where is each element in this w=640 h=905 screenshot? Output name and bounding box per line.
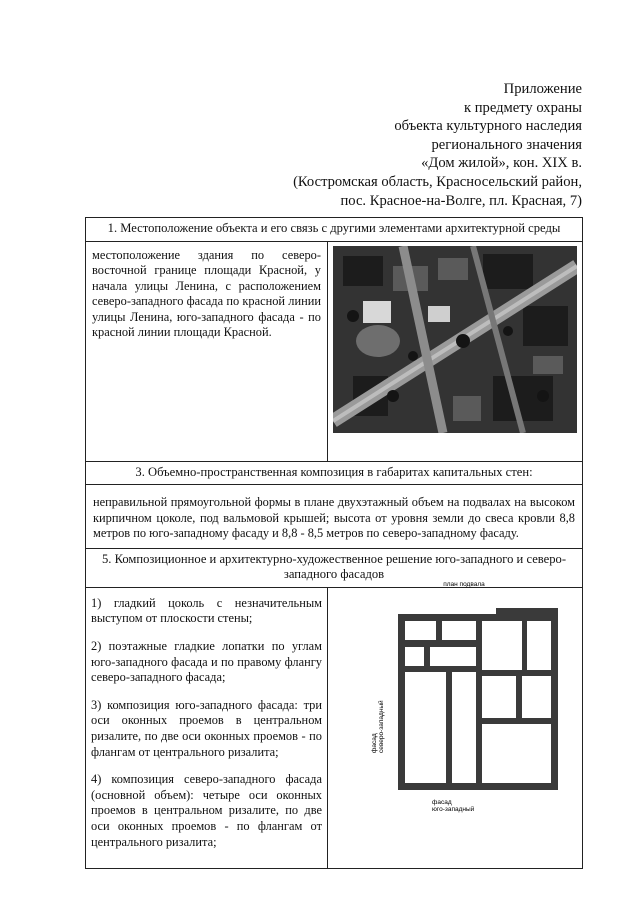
plan-label-left-2: северо-западный (378, 700, 385, 753)
list-item: 4) композиция северо-западного фасада (основной объем): четыре оси оконных проемов в центральном ризалите, по две оси оконных проемов - по флангам от центрального ризалита; (91, 772, 322, 849)
location-description: местоположение здания по северо-восточной границе площади Красной, у начала улицы Ленина, с расположением северо-западного фасада по красной линии улицы Ленина, юго-западного фасада - по красной линии площади Красной. (92, 247, 321, 340)
aerial-photo (333, 246, 577, 433)
plan-label-bottom-2: юго-западный (432, 806, 475, 813)
plan-title: план подвала (443, 581, 485, 588)
header-line: «Дом жилой», кон. XIX в. (421, 155, 582, 172)
basement-plan (336, 578, 576, 850)
list-item: 2) поэтажные гладкие лопатки по углам юго-западного фасада и по правому флангу северо-западного фасада; (91, 638, 322, 685)
section1-text (86, 241, 328, 461)
northwest-facade-label (371, 700, 385, 753)
list-item: 3) композиция юго-западного фасада: три оси оконных проемов в центральном ризалите, по две оси оконных проемов - по флангам от центрального ризалита; (91, 697, 322, 759)
section5-items (86, 587, 328, 868)
list-item: 1) гладкий цоколь с незначительным выступом от плоскости стены; (91, 595, 322, 626)
section1-title: 1. Местоположение объекта и его связь с другими элементами архитектурной среды (86, 218, 583, 242)
southwest-facade-label (432, 799, 475, 813)
plan-label-bottom-1: фасад (432, 799, 452, 806)
section3-title: 3. Объемно-пространственная композиция в габаритах капитальных стен: (86, 461, 583, 485)
header-line: объекта культурного наследия (394, 118, 582, 135)
plan-label-left-1: фасад (371, 733, 378, 753)
header-line: (Костромская область, Красносельский район, (293, 173, 582, 190)
header-line: к предмету охраны (463, 99, 582, 116)
header-line: регионального значения (431, 136, 582, 153)
aerial-photo-image (333, 246, 577, 433)
section3-text (86, 485, 583, 549)
header-line: Приложение (503, 81, 582, 97)
appendix-header (293, 80, 582, 210)
section5-title: 5. Композиционное и архитектурно-художественное решение юго-западного и северо-западного фасадов (86, 548, 583, 587)
header-line: пос. Красное-на-Волге, пл. Красная, 7) (340, 192, 582, 209)
basement-plan-drawing (336, 578, 576, 850)
composition-description: неправильной прямоугольной формы в плане двухэтажный объем на подвалах на высоком кирпичном цоколе, под вальмовой крышей; высота от уровня земли до свеса кровли 8,8 метров по юго-западному фасаду и 8,8 - 8,5 метров по северо-западному фасаду. (93, 495, 575, 541)
